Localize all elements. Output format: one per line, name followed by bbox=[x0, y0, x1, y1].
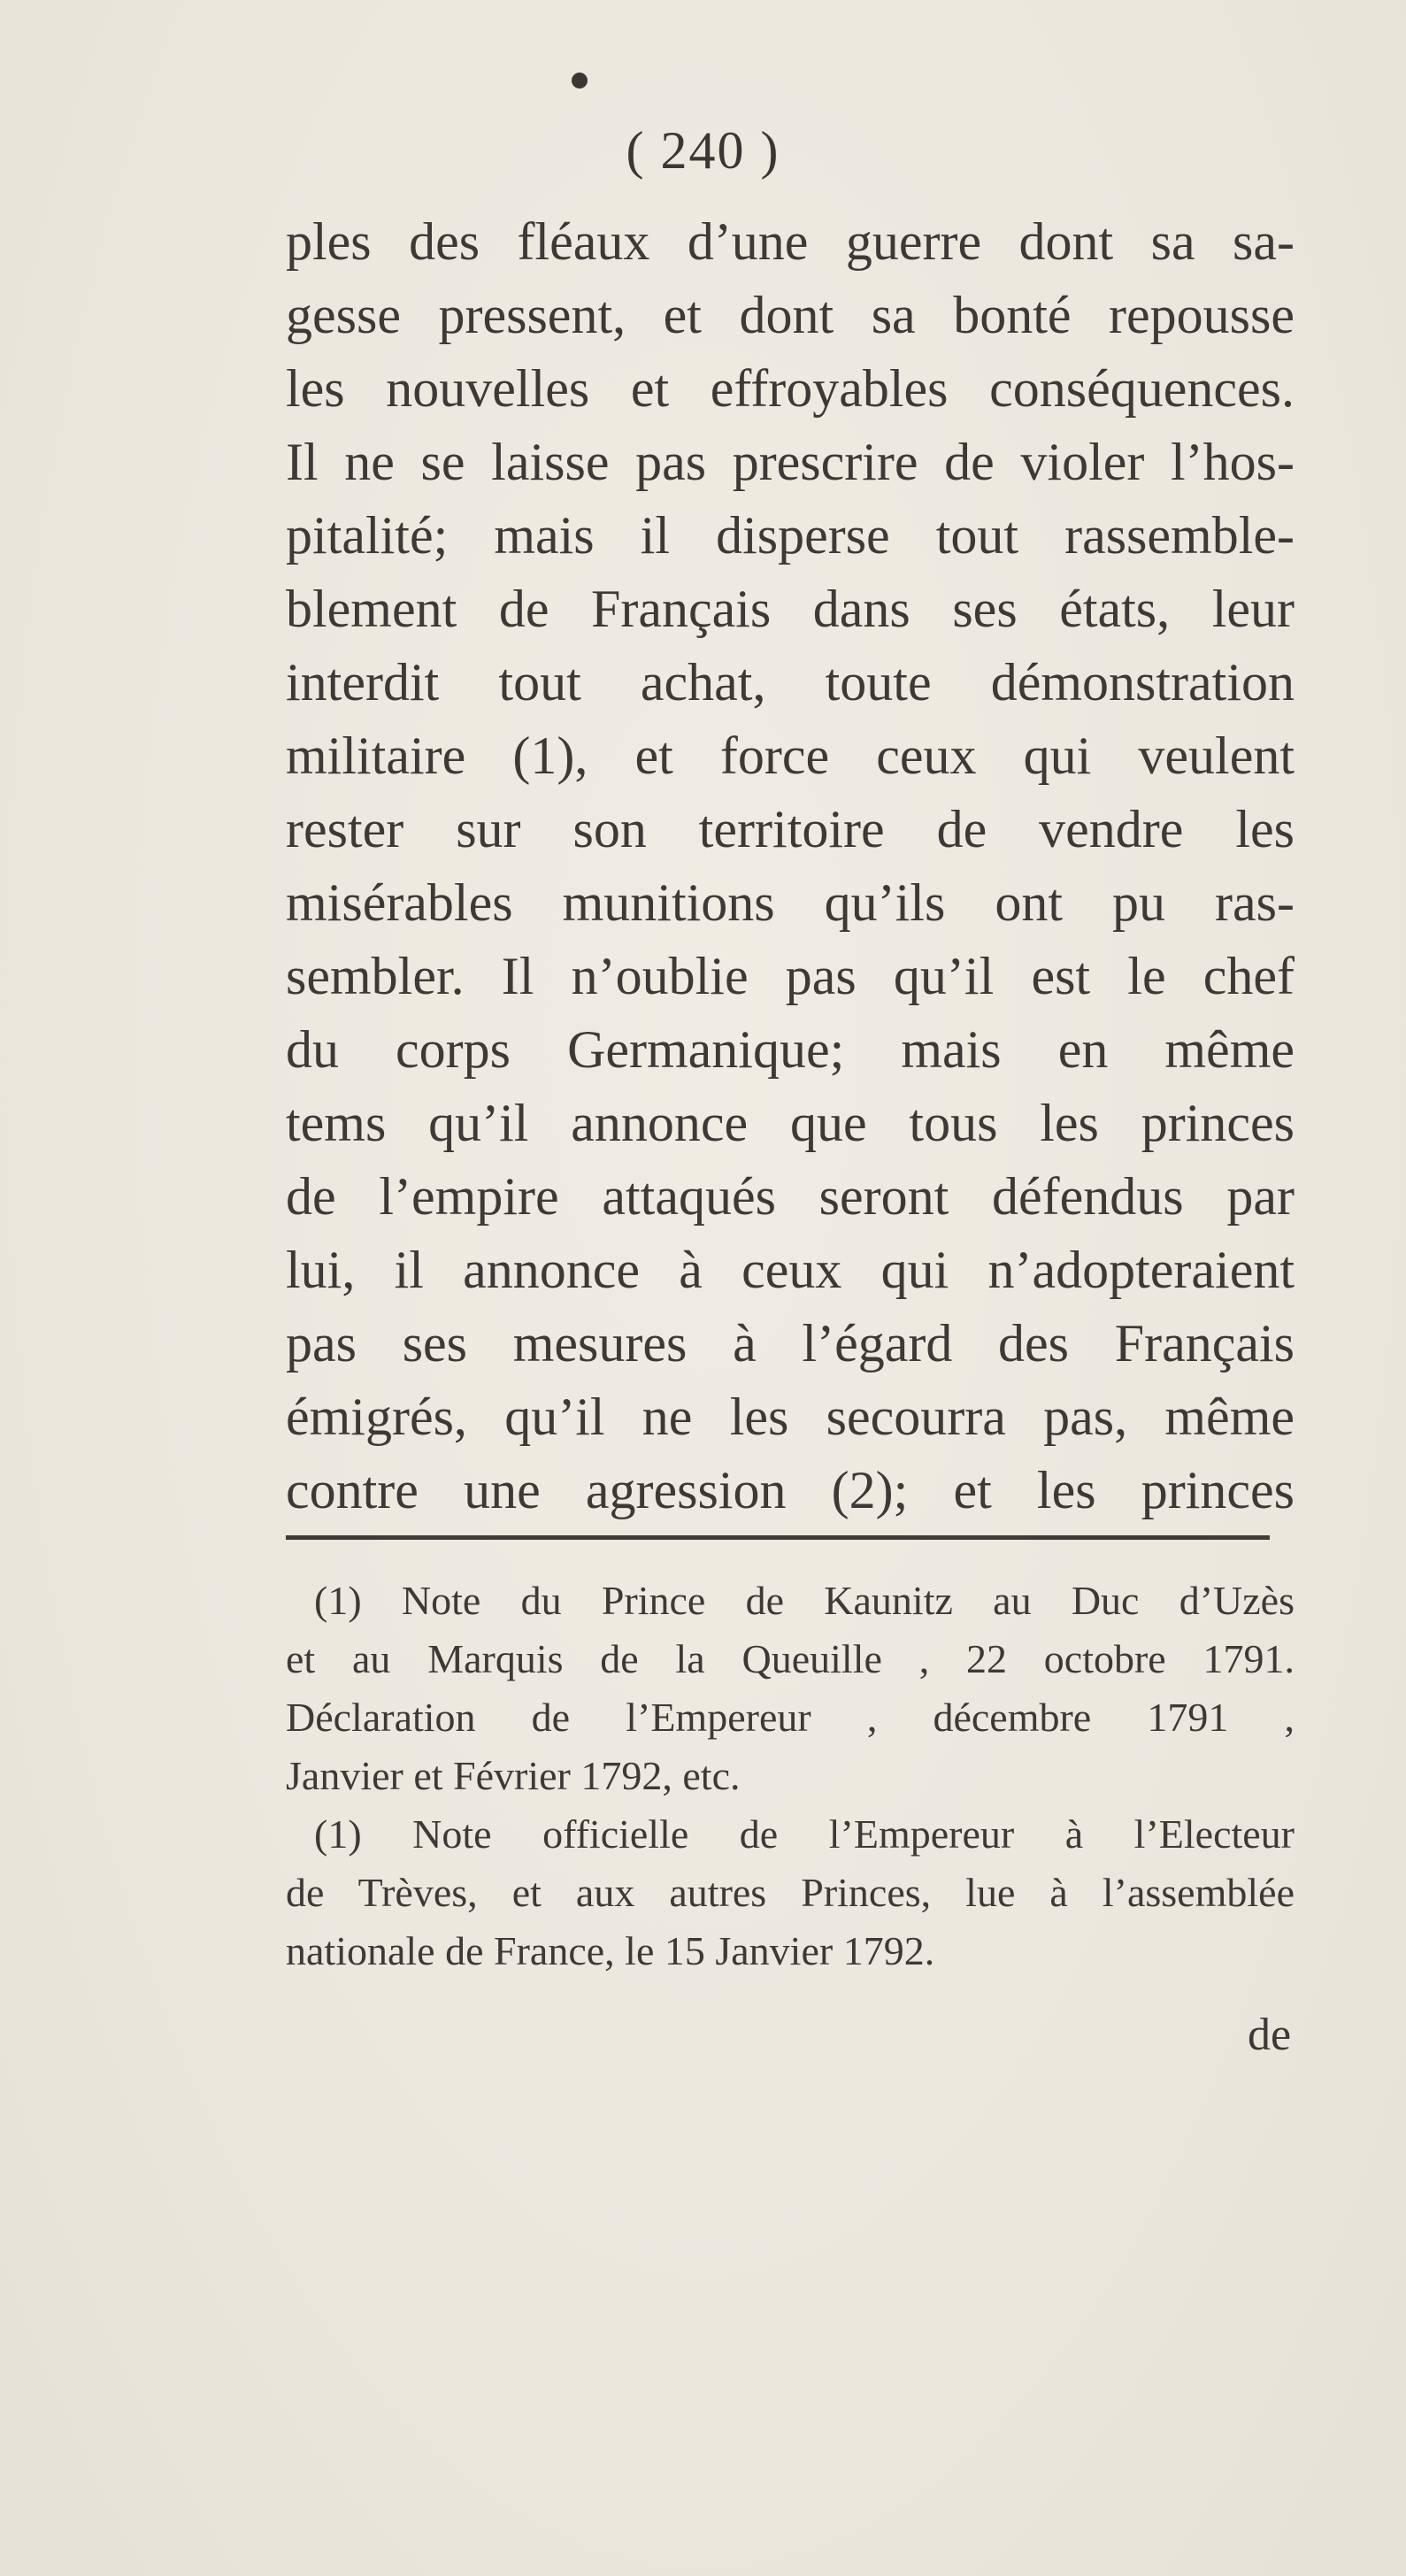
body-line: tems qu’il annonce que tous les princes bbox=[286, 1094, 1295, 1152]
body-line: émigrés, qu’il ne les secourra pas, même bbox=[286, 1388, 1295, 1446]
body-line: rester sur son territoire de vendre les bbox=[286, 800, 1295, 858]
footnote-line: Déclaration de l’Empereur , décembre 1791 , bbox=[286, 1695, 1295, 1740]
footnotes bbox=[286, 1572, 1295, 1980]
body-line: du corps Germanique; mais en même bbox=[286, 1020, 1295, 1079]
body-line: Il ne se laisse pas prescrire de violer l’hos- bbox=[286, 433, 1295, 491]
footnote-line: (1) Note du Prince de Kaunitz au Duc d’Uzès bbox=[314, 1578, 1295, 1623]
body-line: gesse pressent, et dont sa bonté repousse bbox=[286, 286, 1295, 344]
catchword: de bbox=[1248, 2010, 1292, 2060]
body-line: interdit tout achat, toute démonstration bbox=[286, 653, 1295, 711]
footnote-line: (1) Note officielle de l’Empereur à l’Electeur bbox=[314, 1811, 1295, 1857]
footnote-line: nationale de France, le 15 Janvier 1792. bbox=[286, 1928, 935, 1973]
page-number: ( 240 ) bbox=[626, 121, 780, 180]
body-line: pas ses mesures à l’égard des Français bbox=[286, 1314, 1295, 1373]
body-line: lui, il annonce à ceux qui n’adopteraient bbox=[286, 1241, 1295, 1299]
body-line: misérables munitions qu’ils ont pu ras- bbox=[286, 873, 1295, 932]
footnote-line: de Trèves, et aux autres Princes, lue à l’assemblée bbox=[286, 1870, 1295, 1915]
body-text bbox=[286, 205, 1295, 1527]
body-line: les nouvelles et effroyables conséquences. bbox=[286, 359, 1295, 418]
body-line: pitalité; mais il disperse tout rassemble- bbox=[286, 506, 1295, 565]
body-line: ples des fléaux d’une guerre dont sa sa- bbox=[286, 212, 1295, 271]
body-line: sembler. Il n’oublie pas qu’il est le chef bbox=[286, 947, 1295, 1005]
footnote-rule bbox=[286, 1535, 1270, 1540]
body-line: contre une agression (2); et les princes bbox=[286, 1461, 1295, 1519]
body-line: militaire (1), et force ceux qui veulent bbox=[286, 727, 1295, 785]
ink-speck bbox=[572, 73, 588, 88]
body-line: blement de Français dans ses états, leur bbox=[286, 580, 1295, 638]
footnote-line: Janvier et Février 1792, etc. bbox=[286, 1753, 741, 1798]
body-line: de l’empire attaqués seront défendus par bbox=[286, 1167, 1295, 1226]
footnote-line: et au Marquis de la Queuille , 22 octobre 1791. bbox=[286, 1636, 1295, 1681]
